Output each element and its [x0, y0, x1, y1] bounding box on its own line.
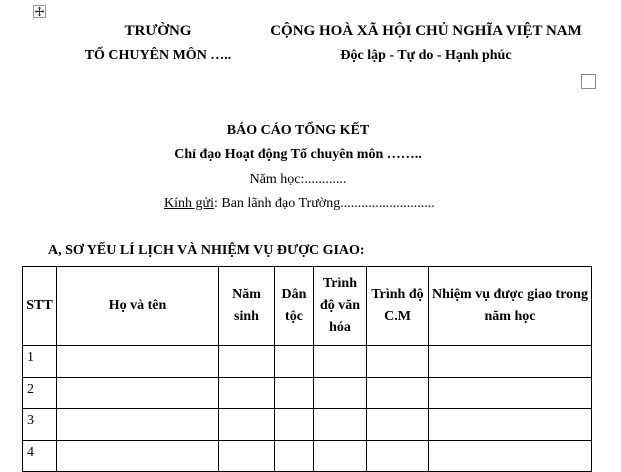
table-cell[interactable] [429, 377, 592, 409]
text-boundary-checkbox-icon[interactable] [581, 74, 596, 89]
column-header-text: Trình [323, 276, 357, 291]
table-cell[interactable] [314, 440, 367, 472]
stt-cell[interactable]: 2 [23, 377, 57, 409]
table-cell[interactable] [57, 377, 219, 409]
column-header [23, 267, 57, 346]
column-header-text: độ văn [319, 298, 361, 313]
national-title: CỘNG HOÀ XÃ HỘI CHỦ NGHĨA VIỆT NAM [270, 23, 582, 39]
report-subtitle: Chỉ đạo Hoạt động Tổ chuyên môn …….. [174, 147, 422, 162]
recipient-line [164, 195, 435, 212]
table-cell[interactable] [275, 440, 314, 472]
table-cell[interactable] [219, 377, 275, 409]
table-cell[interactable] [429, 409, 592, 441]
school-year: Năm học:............ [249, 172, 347, 187]
table-body [23, 346, 592, 472]
department-label: TỔ CHUYÊN MÔN ….. [84, 48, 232, 63]
column-header-text: STT [26, 298, 53, 313]
table-cell[interactable] [314, 409, 367, 441]
table-cell[interactable] [429, 346, 592, 378]
column-header-text: Dân [281, 287, 307, 302]
column-header [429, 267, 592, 346]
column-header [367, 267, 429, 346]
column-header-text: Trình độ [371, 287, 424, 302]
table-cell[interactable] [275, 346, 314, 378]
column-header [219, 267, 275, 346]
stt-cell[interactable]: 1 [23, 346, 57, 378]
table-cell[interactable] [275, 409, 314, 441]
column-header-text: năm học [484, 309, 536, 324]
school-label: TRƯỜNG [124, 23, 192, 39]
table-move-handle-icon[interactable] [33, 5, 46, 18]
recipient-label: Kính gửi [164, 196, 214, 211]
table-cell[interactable] [275, 377, 314, 409]
national-motto: Độc lập - Tự do - Hạnh phúc [340, 48, 512, 63]
column-header-text: C.M [384, 309, 411, 324]
table-cell[interactable] [57, 409, 219, 441]
table-cell[interactable] [219, 409, 275, 441]
table-cell[interactable] [367, 346, 429, 378]
column-header-text: sinh [234, 309, 259, 324]
table-row [23, 440, 592, 472]
column-header [275, 267, 314, 346]
table-cell[interactable] [57, 346, 219, 378]
table-row [23, 346, 592, 378]
table-cell[interactable] [429, 440, 592, 472]
column-header-text: Họ và tên [108, 298, 167, 313]
table-header-row [23, 267, 592, 346]
report-title: BÁO CÁO TỔNG KẾT [226, 123, 370, 138]
table-cell[interactable] [314, 346, 367, 378]
table-cell[interactable] [367, 440, 429, 472]
table-cell[interactable] [219, 346, 275, 378]
recipient-value: : Ban lãnh đạo Trường........................... [213, 196, 435, 211]
stt-cell[interactable]: 3 [23, 409, 57, 441]
section-a-heading: A, SƠ YẾU LÍ LỊCH VÀ NHIỆM VỤ ĐƯỢC GIAO: [48, 243, 365, 258]
table-row [23, 409, 592, 441]
table-cell[interactable] [367, 409, 429, 441]
column-header [57, 267, 219, 346]
column-header-text: Nhiệm vụ được giao trong [432, 287, 588, 302]
table-cell[interactable] [367, 377, 429, 409]
column-header-text: tộc [285, 309, 303, 324]
table-cell[interactable] [57, 440, 219, 472]
table-cell[interactable] [314, 377, 367, 409]
column-header-text: hóa [329, 320, 351, 335]
stt-cell[interactable]: 4 [23, 440, 57, 472]
table-cell[interactable] [219, 440, 275, 472]
column-header-text: Năm [232, 287, 261, 302]
table-row [23, 377, 592, 409]
column-header [314, 267, 367, 346]
profile-table [22, 266, 592, 472]
